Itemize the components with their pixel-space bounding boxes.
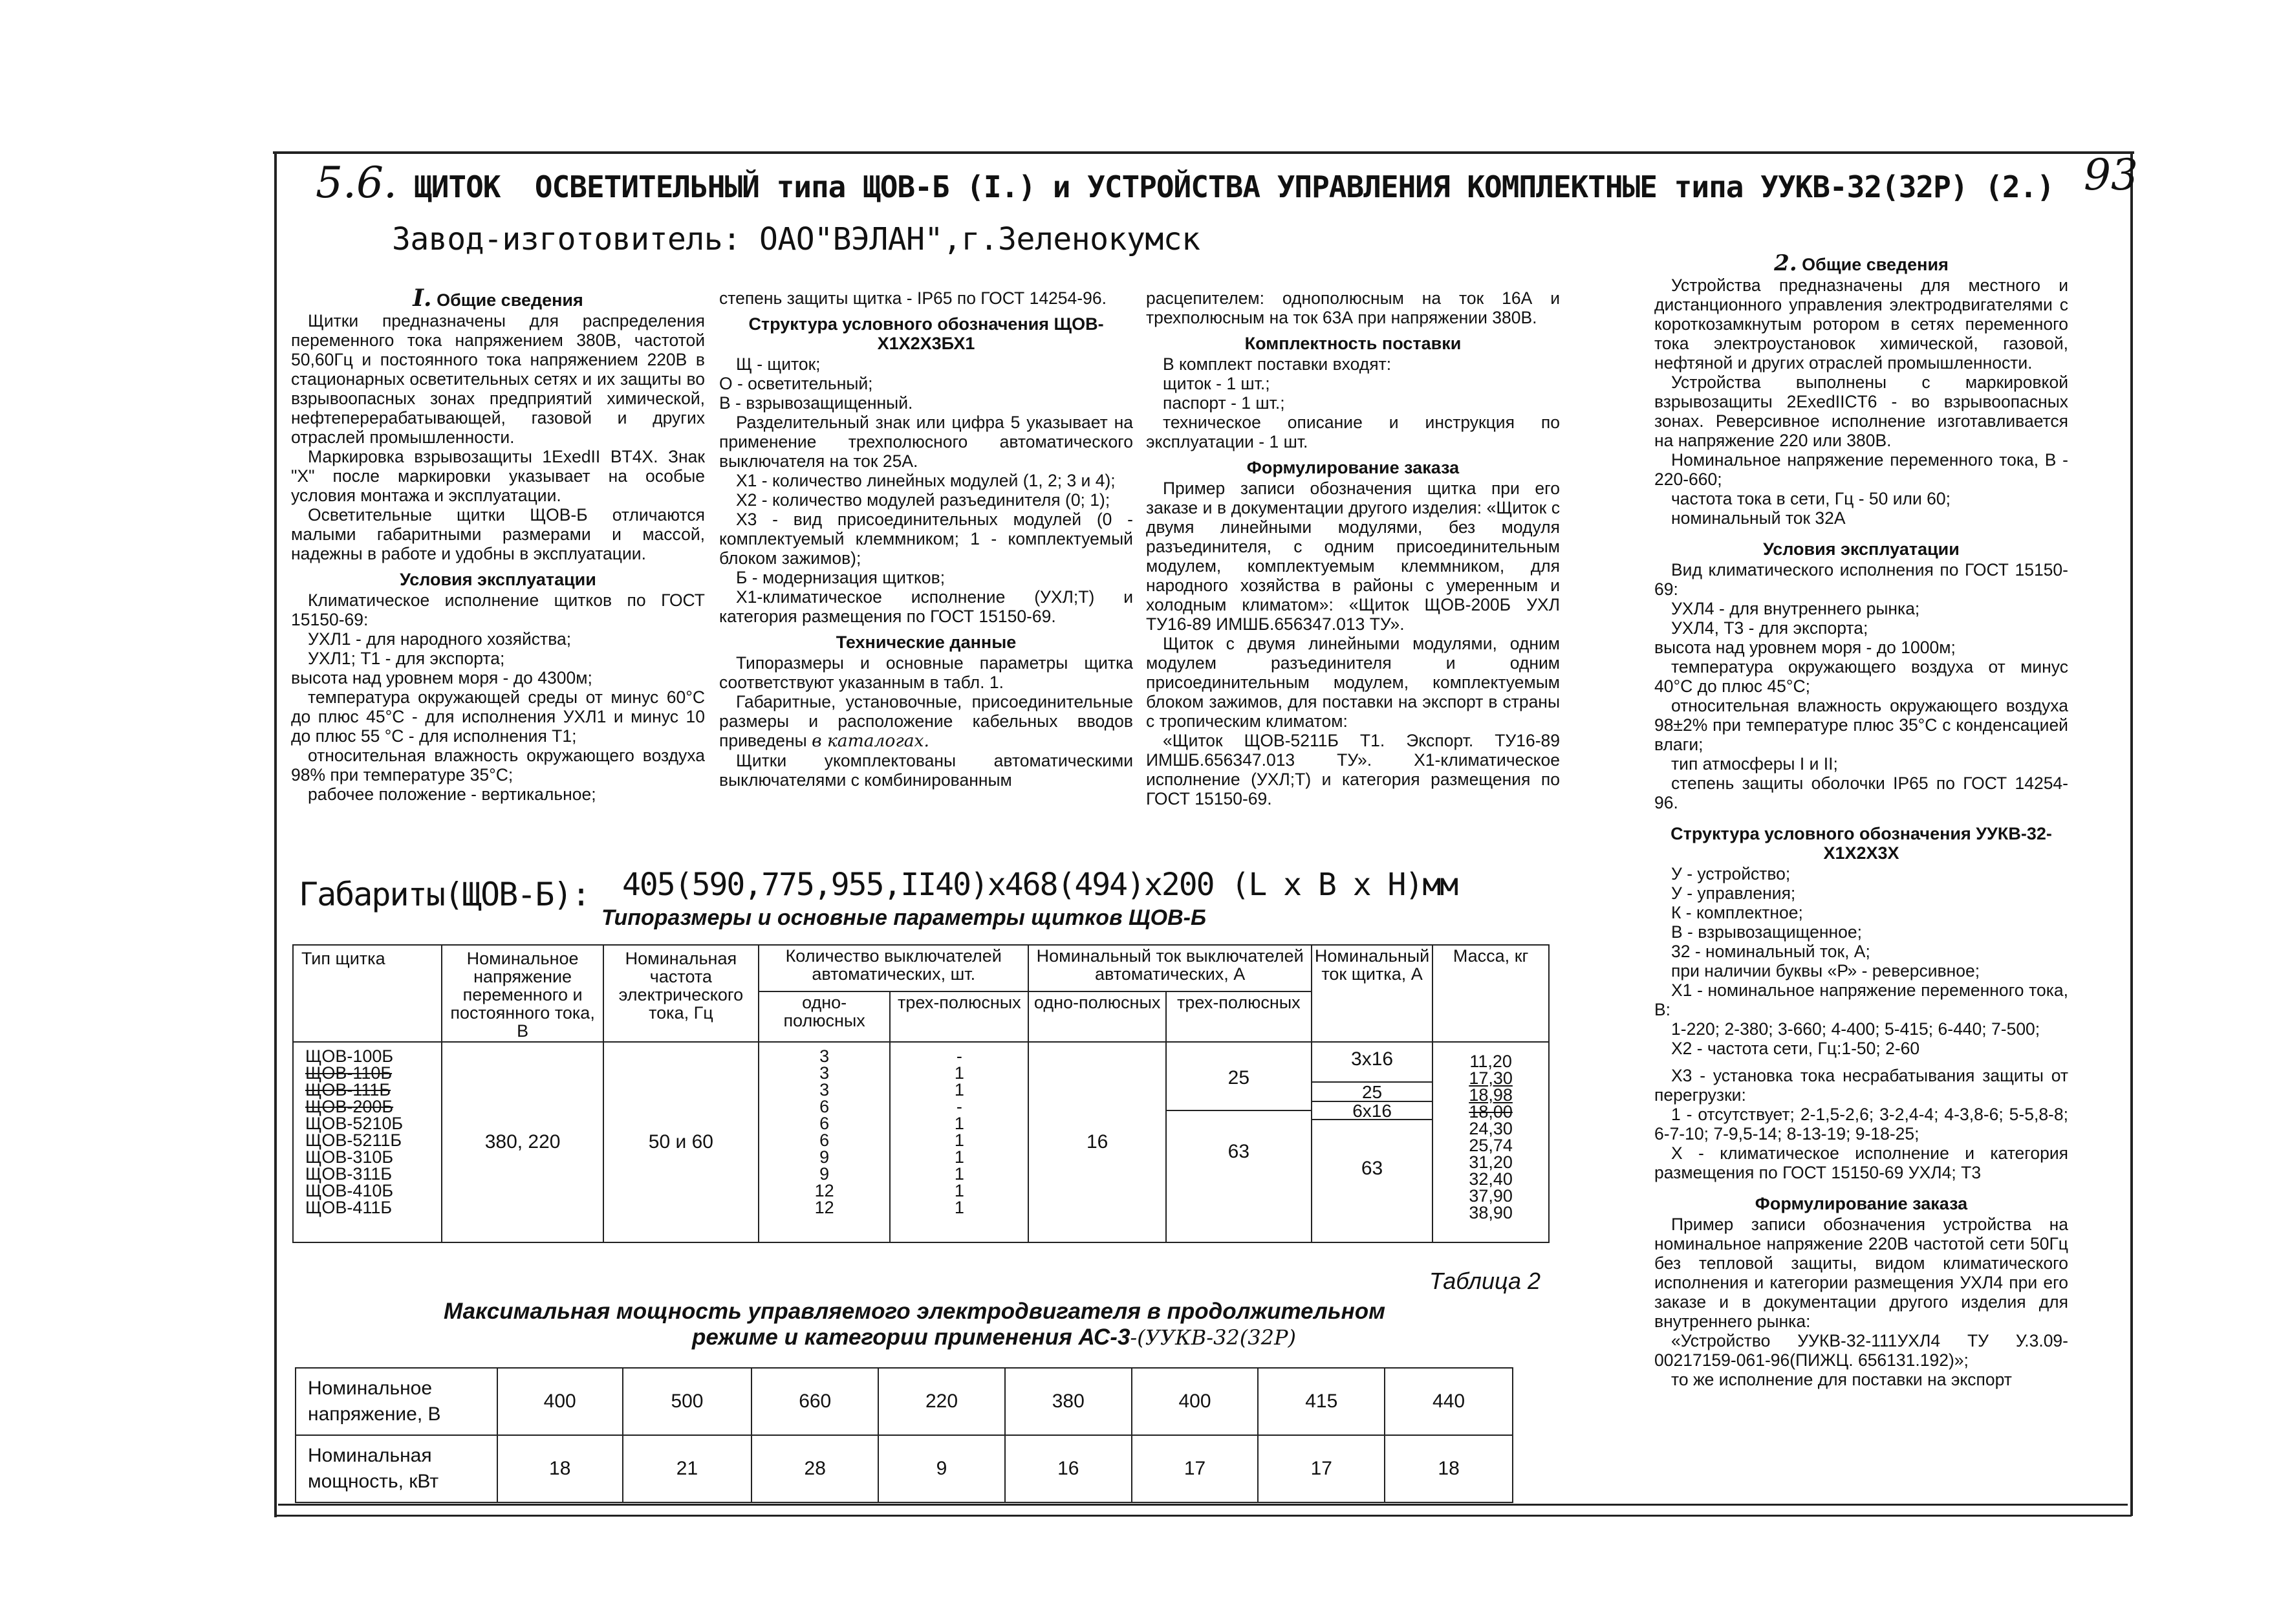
nom-current-item: 25 bbox=[1312, 1083, 1432, 1102]
list-item: Х2 - количество модулей разъединителя (0; 1); bbox=[736, 490, 1110, 510]
count-item: 1 bbox=[954, 1198, 964, 1217]
paragraph bbox=[719, 692, 1133, 751]
mass-item: 31,20 bbox=[1469, 1153, 1513, 1172]
list-item: температура окружающей среды от минус 60°С до плюс 45°С - для исполнения УХЛ1 и минус 10 до плюс 55 °С - для исполнения Т1; bbox=[291, 687, 705, 746]
list-item: при наличии буквы «Р» - реверсивное; bbox=[1671, 961, 1980, 980]
paragraph: Номинальное напряжение переменного тока, В - 220-660; bbox=[1654, 450, 2068, 489]
list-item: Х1 - номинальное напряжение переменного тока, В: bbox=[1654, 980, 2068, 1019]
list-item: температура окружающего воздуха от минус 40°С до плюс 45°С; bbox=[1654, 657, 2068, 696]
list-item: Х2 - частота сети, Гц:1-50; 2-60 bbox=[1671, 1039, 1920, 1058]
count-item: 1 bbox=[954, 1131, 964, 1150]
table-2-title-line-1: Максимальная мощность управляемого электродвигателя в продолжительном bbox=[444, 1299, 1386, 1324]
header-current-single: одно-полюсных bbox=[1028, 991, 1165, 1042]
table-1-body-row bbox=[293, 1042, 1549, 1242]
paragraph: Маркировка взрывозащиты 1ExedII BT4X. Знак "X" после маркировки указывает на особые условия монтажа и эксплуатации. bbox=[291, 447, 705, 505]
type-item: ЩОВ-410Б bbox=[305, 1181, 394, 1200]
list-item: Х1 - количество линейных модулей (1, 2; 3 и 4); bbox=[736, 471, 1116, 490]
header-count-single: одно-полюсных bbox=[759, 991, 890, 1042]
structure-heading: Структура условного обозначения УУКВ-32-Х1Х2Х3Х bbox=[1670, 824, 2052, 863]
table-1 bbox=[292, 944, 1550, 1243]
dimensions-value: 405(590,775,955,II40)x468(494)x200 (L x B x H)мм bbox=[622, 867, 1458, 903]
nom-current-item: 63 bbox=[1361, 1158, 1383, 1179]
list-item: Х - климатическое исполнение и категория размещения по ГОСТ 15150-69 УХЛ4; Т3 bbox=[1654, 1143, 2068, 1182]
paragraph: Пример записи обозначения щитка при его заказе и в документации другого изделия: «Щиток с двумя линейными модулями, без модуля разъединителя, с одним присоединительным модулем, комплектуемым клеммником, для народного хозяйства в районы с умеренным и холодным климатом»: «Щиток ЩОВ-200Б УХЛ ТУ16-89 ИМШБ.656347.013 ТУ». bbox=[1146, 479, 1560, 634]
header-count-triple: трех-полюсных bbox=[890, 991, 1028, 1042]
section-1-title: Общие сведения bbox=[437, 290, 583, 310]
count-item: - bbox=[956, 1097, 962, 1116]
voltage-label: Номинальное напряжение, В bbox=[296, 1368, 497, 1435]
header-current-triple: трех-полюсных bbox=[1166, 991, 1312, 1042]
count-item: - bbox=[956, 1046, 962, 1066]
count-item: 9 bbox=[819, 1164, 830, 1184]
column-3 bbox=[1146, 288, 1560, 808]
type-item: ЩОВ-111Б bbox=[305, 1080, 391, 1099]
dimensions-label: Габариты(ЩОВ-Б): bbox=[299, 876, 590, 913]
mass-item: 18,00 bbox=[1469, 1102, 1513, 1121]
table-2-title-line-2 bbox=[692, 1325, 1296, 1350]
header-count: Количество выключателей автоматических, шт. bbox=[759, 945, 1028, 991]
list-item: рабочее положение - вертикальное; bbox=[308, 785, 596, 804]
count-item: 1 bbox=[954, 1147, 964, 1167]
list-item: Б - модернизация щитков; bbox=[736, 568, 946, 587]
power-value: 28 bbox=[751, 1435, 878, 1502]
list-item: номинальный ток 32А bbox=[1671, 508, 1846, 528]
list-item: относительная влажность окружающего воздуха 98±2% при температуре плюс 35°С с конденсацией влаги; bbox=[1654, 696, 2068, 754]
paragraph-text: Габаритные, установочные, присоединительные размеры и расположение кабельных вводов приведены bbox=[719, 692, 1133, 750]
handwritten-note: в каталогах. bbox=[812, 731, 929, 751]
type-item: ЩОВ-5210Б bbox=[305, 1114, 404, 1133]
structure-heading: Структура условного обозначения ЩОВ-Х1Х2Х3БХ1 bbox=[748, 314, 1104, 353]
tech-data-heading: Технические данные bbox=[836, 633, 1017, 652]
order-heading: Формулирование заказа bbox=[1755, 1194, 1968, 1213]
count-item: 1 bbox=[954, 1080, 964, 1099]
list-item: В - взрывозащищенное; bbox=[1671, 922, 1863, 942]
paragraph: расцепителем: однополюсным на ток 16А и трехполюсным на ток 63А при напряжении 380В. bbox=[1146, 288, 1560, 327]
list-item: степень защиты оболочки IP65 по ГОСТ 14254-96. bbox=[1654, 774, 2068, 812]
header-current: Номинальный ток выключателей автоматических, А bbox=[1028, 945, 1311, 991]
table-1-title: Типоразмеры и основные параметры щитков ЩОВ-Б bbox=[601, 905, 1207, 930]
triple-count-cell bbox=[890, 1042, 1028, 1242]
list-item: техническое описание и инструкция по эксплуатации - 1 шт. bbox=[1146, 413, 1560, 451]
mass-item: 24,30 bbox=[1469, 1119, 1513, 1138]
mass-item: 37,90 bbox=[1469, 1186, 1513, 1206]
count-item: 9 bbox=[819, 1147, 830, 1167]
list-item: К - комплектное; bbox=[1671, 903, 1803, 922]
column-4 bbox=[1654, 250, 2068, 1389]
type-item: ЩОВ-110Б bbox=[305, 1063, 393, 1083]
type-item: ЩОВ-200Б bbox=[305, 1097, 394, 1116]
header-freq: Номинальная частота электрического тока, Гц bbox=[603, 945, 759, 1042]
frame-right-line bbox=[2130, 151, 2133, 1516]
section-2-heading bbox=[1654, 250, 2068, 276]
paragraph: степень защиты щитка - IP65 по ГОСТ 14254-96. bbox=[719, 288, 1107, 308]
voltage-value: 400 bbox=[1132, 1368, 1259, 1435]
list-item: частота тока в сети, Гц - 50 или 60; bbox=[1671, 489, 1951, 508]
handwritten-note: -(УУКВ-32(32Р) bbox=[1130, 1325, 1296, 1350]
list-item: Х3 - вид присоединительных модулей (0 - комплектуемый клеммником; 1 - комплектуемый блоком зажимов); bbox=[719, 510, 1133, 568]
list-item: УХЛ4, Т3 - для экспорта; bbox=[1671, 618, 1868, 638]
list-item: 1-220; 2-380; 3-660; 4-400; 5-415; 6-440; 7-500; bbox=[1671, 1019, 2040, 1039]
power-value: 17 bbox=[1258, 1435, 1385, 1502]
paragraph: Щитки укомплектованы автоматическими выключателями с комбинированным bbox=[719, 751, 1133, 790]
triple-current-cell bbox=[1166, 1042, 1312, 1242]
frame-bottom-line bbox=[274, 1515, 2132, 1517]
section-1-heading bbox=[291, 285, 705, 312]
voltage-value: 220 bbox=[878, 1368, 1005, 1435]
list-item: В комплект поставки входят: bbox=[1163, 354, 1392, 374]
conditions-heading: Условия эксплуатации bbox=[1763, 539, 1960, 559]
list-item: паспорт - 1 шт.; bbox=[1163, 393, 1285, 413]
list-item: УХЛ1; Т1 - для экспорта; bbox=[308, 649, 505, 668]
count-item: 12 bbox=[814, 1181, 834, 1200]
count-item: 12 bbox=[814, 1198, 834, 1217]
manufacturer: Завод-изготовитель: ОАО"ВЭЛАН",г.Зеленокумск bbox=[392, 221, 1200, 257]
power-value: 17 bbox=[1132, 1435, 1259, 1502]
paragraph: Устройства предназначены для местного и дистанционного управления электродвигателями с короткозамкнутым ротором в сетях переменного тока электроустановок химической, газовой, нефтяной и других отраслей промышленности. bbox=[1654, 276, 2068, 373]
paragraph: Климатическое исполнение щитков по ГОСТ 15150-69: bbox=[291, 590, 705, 629]
power-value: 16 bbox=[1005, 1435, 1132, 1502]
paragraph: Щитки предназначены для распределения переменного тока напряжением 380В, частотой 50,60Гц и постоянного тока напряжением 220В в стационарных осветительных сетях и их защиты во взрывоопасных зонах предприятий химической, нефтеперерабатывающей, газовой и других отраслей промышленности. bbox=[291, 311, 705, 447]
list-item: У - управления; bbox=[1671, 883, 1796, 903]
page-number: 93 bbox=[2084, 150, 2138, 200]
mass-item: 18,98 bbox=[1469, 1085, 1513, 1105]
mass-item: 32,40 bbox=[1469, 1169, 1513, 1189]
paragraph: Пример записи обозначения устройства на номинальное напряжение 220В частотой сети 50Гц без тепловой защиты, видом климатического исполнения и категории размещения УХЛ4 при его заказе и в документации другого изделия для внутреннего рынка: bbox=[1654, 1215, 2068, 1331]
nom-current-item: 3x16 bbox=[1312, 1043, 1432, 1083]
table-2-row-voltage bbox=[296, 1368, 1513, 1435]
section-1-number: I. bbox=[413, 285, 432, 312]
freq-cell: 50 и 60 bbox=[603, 1042, 759, 1242]
table-2-title-text: режиме и категории применения АС-3 bbox=[692, 1325, 1130, 1350]
voltage-value: 415 bbox=[1258, 1368, 1385, 1435]
list-item: тип атмосферы I и II; bbox=[1671, 754, 1838, 774]
voltage-value: 660 bbox=[751, 1368, 878, 1435]
count-item: 1 bbox=[954, 1181, 964, 1200]
kit-heading: Комплектность поставки bbox=[1244, 334, 1462, 353]
list-item: В - взрывозащищенный. bbox=[719, 393, 913, 413]
section-2-title: Общие сведения bbox=[1802, 255, 1949, 274]
count-item: 3 bbox=[819, 1080, 830, 1099]
paragraph: Типоразмеры и основные параметры щитка соответствуют указанным в табл. 1. bbox=[719, 653, 1133, 692]
count-item: 1 bbox=[954, 1164, 964, 1184]
mass-cell bbox=[1432, 1042, 1549, 1242]
type-item: ЩОВ-5211Б bbox=[305, 1131, 402, 1150]
conditions-heading: Условия эксплуатации bbox=[400, 570, 596, 589]
count-item: 1 bbox=[954, 1063, 964, 1083]
type-item: ЩОВ-311Б bbox=[305, 1164, 393, 1184]
power-label: Номинальная мощность, кВт bbox=[296, 1435, 497, 1502]
type-cell bbox=[293, 1042, 442, 1242]
paragraph: Щиток с двумя линейными модулями, одним модулем разъединителя и одним присоединительным модулем, комплектуемым блоком зажимов, для поставки на экспорт в страны с тропическим климатом: bbox=[1146, 634, 1560, 731]
power-value: 9 bbox=[878, 1435, 1005, 1502]
power-value: 18 bbox=[497, 1435, 623, 1502]
type-item: ЩОВ-411Б bbox=[305, 1198, 393, 1217]
column-2 bbox=[719, 288, 1133, 790]
order-heading: Формулирование заказа bbox=[1246, 458, 1460, 477]
mass-item: 11,20 bbox=[1469, 1052, 1512, 1071]
paragraph: «Устройство УУКВ-32-111УХЛ4 ТУ У.3.09-00217159-061-96(ПИЖЦ. 656131.192)»; bbox=[1654, 1331, 2068, 1370]
nom-current-item: 6x16 bbox=[1312, 1102, 1432, 1120]
list-item: УХЛ4 - для внутреннего рынка; bbox=[1671, 599, 1920, 618]
power-value: 21 bbox=[623, 1435, 752, 1502]
header-voltage: Номинальное напряжение переменного и постоянного тока, В bbox=[442, 945, 603, 1042]
single-count-cell bbox=[759, 1042, 890, 1242]
voltage-value: 400 bbox=[497, 1368, 623, 1435]
paragraph: Осветительные щитки ЩОВ-Б отличаются малыми габаритными размерами и массой, надежны в работе и удобны в эксплуатации. bbox=[291, 505, 705, 563]
column-1 bbox=[291, 285, 705, 804]
list-item: УХЛ1 - для народного хозяйства; bbox=[308, 629, 572, 649]
section-number: 5.6. bbox=[316, 158, 397, 208]
mass-item: 38,90 bbox=[1469, 1203, 1513, 1222]
frame-top-line bbox=[273, 151, 2134, 154]
type-item: ЩОВ-100Б bbox=[305, 1046, 394, 1066]
triple-current-a: 25 bbox=[1167, 1043, 1311, 1111]
paragraph: «Щиток ЩОВ-5211Б Т1. Экспорт. ТУ16-89 ИМШБ.656347.013 ТУ». Х1-климатическое исполнение (УХЛ;Т) и категория размещения по ГОСТ 15150-69. bbox=[1146, 731, 1560, 808]
count-item: 6 bbox=[819, 1114, 830, 1133]
section-2-number: 2. bbox=[1774, 250, 1797, 276]
type-item: ЩОВ-310Б bbox=[305, 1147, 394, 1167]
count-item: 3 bbox=[819, 1063, 830, 1083]
list-item: 1 - отсутствует; 2-1,5-2,6; 3-2,4-4; 4-3,8-6; 5-5,8-8; 6-7-10; 7-9,5-14; 8-13-19; 9-18-25; bbox=[1654, 1105, 2068, 1143]
list-item: относительная влажность окружающего воздуха 98% при температуре 35°С; bbox=[291, 746, 705, 785]
table-2-row-power bbox=[296, 1435, 1513, 1502]
voltage-cell: 380, 220 bbox=[442, 1042, 603, 1242]
list-item: высота над уровнем моря - до 1000м; bbox=[1654, 638, 1956, 657]
list-item: щиток - 1 шт.; bbox=[1163, 374, 1270, 393]
header-type: Тип щитка bbox=[293, 945, 442, 1042]
table-2 bbox=[295, 1367, 1513, 1503]
power-value: 18 bbox=[1385, 1435, 1513, 1502]
voltage-value: 380 bbox=[1005, 1368, 1132, 1435]
header-nom-current: Номинальный ток щитка, А bbox=[1312, 945, 1432, 1042]
list-item: 32 - номинальный ток, А; bbox=[1671, 942, 1870, 961]
list-item: О - осветительный; bbox=[719, 374, 873, 393]
count-item: 1 bbox=[954, 1114, 964, 1133]
single-current-cell: 16 bbox=[1028, 1042, 1165, 1242]
count-item: 6 bbox=[819, 1131, 830, 1150]
paragraph: то же исполнение для поставки на экспорт bbox=[1671, 1370, 2012, 1389]
triple-current-b: 63 bbox=[1227, 1141, 1250, 1162]
voltage-value: 500 bbox=[623, 1368, 752, 1435]
paragraph: Разделительный знак или цифра 5 указывает на применение трехполюсного автоматического выключателя на ток 25А. bbox=[719, 413, 1133, 471]
nom-current-cell bbox=[1312, 1042, 1432, 1242]
list-item: У - устройство; bbox=[1671, 864, 1791, 883]
mass-item: 25,74 bbox=[1469, 1136, 1513, 1155]
count-item: 6 bbox=[819, 1097, 830, 1116]
header-mass: Масса, кг bbox=[1432, 945, 1549, 1042]
list-item: высота над уровнем моря - до 4300м; bbox=[291, 668, 592, 687]
table-1-header-row bbox=[293, 945, 1549, 991]
mass-item: 17,30 bbox=[1469, 1068, 1513, 1088]
frame-left-line bbox=[274, 151, 277, 1517]
paragraph: Вид климатического исполнения по ГОСТ 15150-69: bbox=[1654, 560, 2068, 599]
voltage-value: 440 bbox=[1385, 1368, 1513, 1435]
paragraph: Устройства выполнены с маркировкой взрывозащиты 2ExedIICT6 - во взрывоопасных зонах. Реверсивное исполнение изготавливается на напряжение 220 или 380В. bbox=[1654, 373, 2068, 450]
page-title: ЩИТОК ОСВЕТИТЕЛЬНЫЙ типа ЩОВ-Б (I.) и УСТРОЙСТВА УПРАВЛЕНИЯ КОМПЛЕКТНЫЕ типа УУКВ-32(32Р) (2.) bbox=[414, 169, 2054, 204]
list-item: Х1-климатическое исполнение (УХЛ;Т) и категория размещения по ГОСТ 15150-69. bbox=[719, 587, 1133, 626]
list-item: Щ - щиток; bbox=[736, 354, 821, 374]
list-item: Х3 - установка тока несрабатывания защиты от перегрузки: bbox=[1654, 1066, 2068, 1105]
frame-bottom-line-inner bbox=[278, 1504, 2128, 1506]
table-2-caption: Таблица 2 bbox=[1429, 1268, 1541, 1294]
count-item: 3 bbox=[819, 1046, 830, 1066]
